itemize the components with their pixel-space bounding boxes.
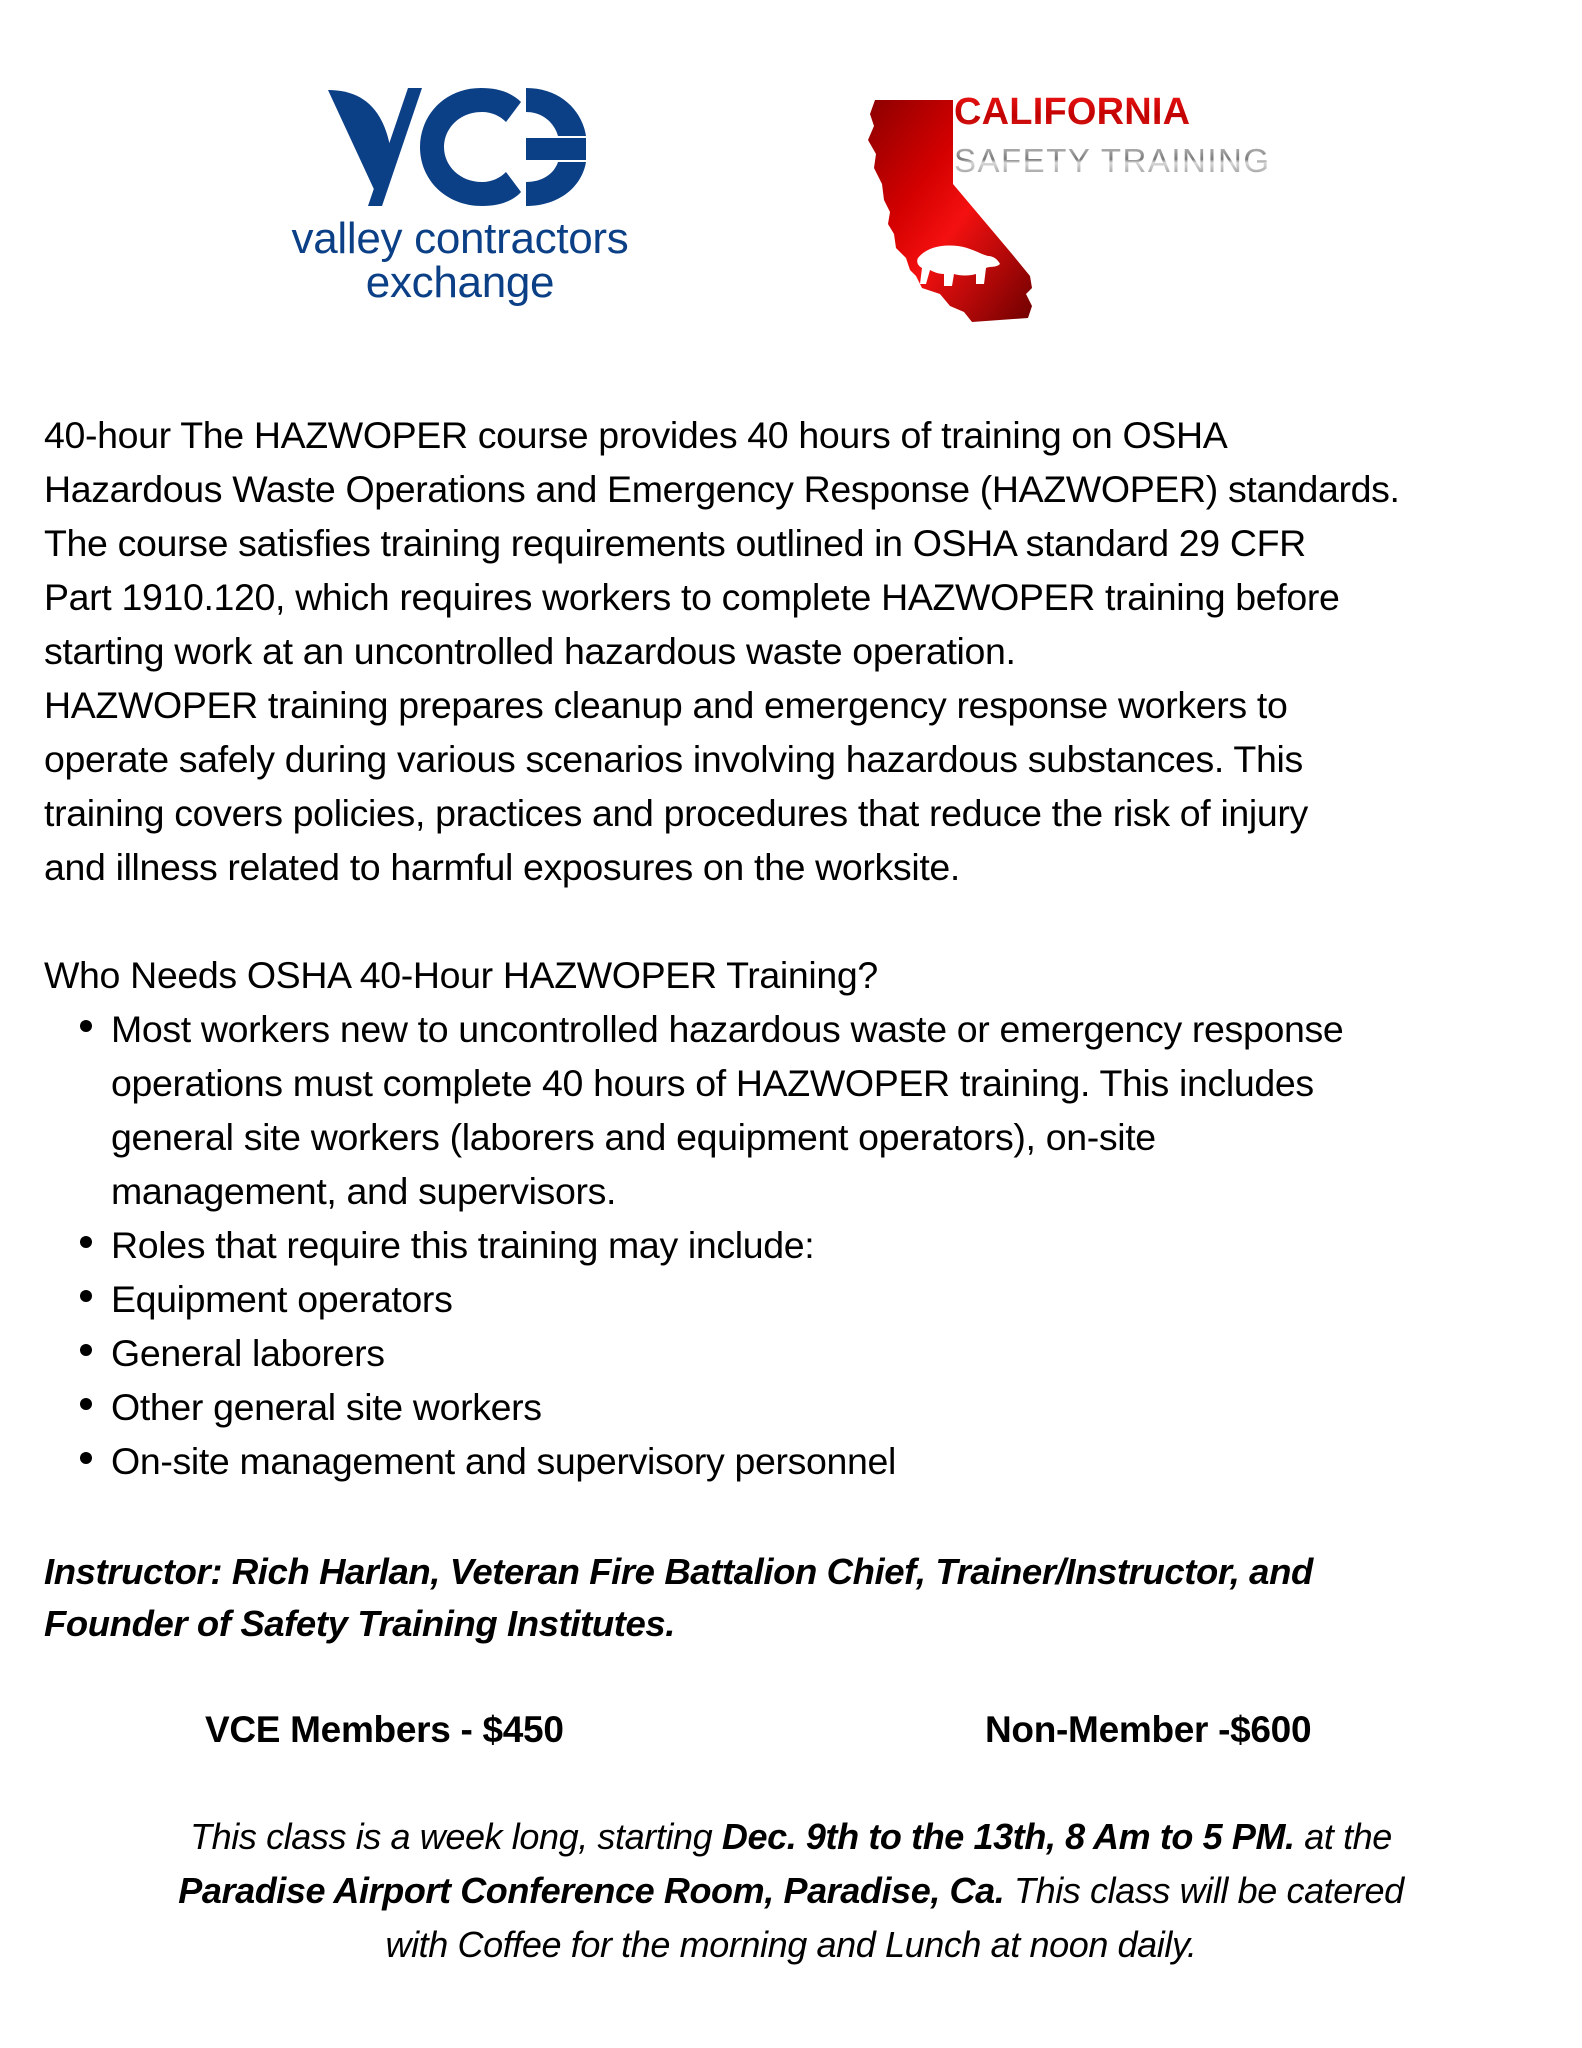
california-safety-training-subtitle: SAFETY TRAINING bbox=[954, 142, 1271, 179]
bullet-icon bbox=[80, 1290, 92, 1302]
list-item-line: Equipment operators bbox=[111, 1278, 453, 1320]
instructor-line: Instructor: Rich Harlan, Veteran Fire Battalion Chief, Trainer/Instructor, and bbox=[44, 1551, 1313, 1592]
catering-text: This class will be catered bbox=[1004, 1870, 1404, 1911]
bullet-icon bbox=[80, 1236, 92, 1248]
california-safety-training-logo bbox=[850, 88, 1290, 333]
schedule-intro-text: This class is a week long, starting bbox=[190, 1816, 722, 1857]
schedule-line-2 bbox=[0, 1864, 1582, 1918]
intro-line: HAZWOPER training prepares cleanup and emergency response workers to bbox=[44, 684, 1288, 726]
list-item-line: management, and supervisors. bbox=[111, 1170, 617, 1212]
list-item-line: general site workers (laborers and equipment operators), on-site bbox=[111, 1116, 1156, 1158]
list-item-line: Roles that require this training may include: bbox=[111, 1224, 815, 1266]
instructor-line: Founder of Safety Training Institutes. bbox=[44, 1603, 676, 1644]
schedule-at-text: at the bbox=[1294, 1816, 1392, 1857]
intro-line: operate safely during various scenarios involving hazardous substances. This bbox=[44, 738, 1303, 780]
member-price: VCE Members - $450 bbox=[205, 1709, 564, 1750]
intro-line: training covers policies, practices and procedures that reduce the risk of injury bbox=[44, 792, 1308, 834]
list-item-line: General laborers bbox=[111, 1332, 385, 1374]
intro-line: The course satisfies training requirements outlined in OSHA standard 29 CFR bbox=[44, 522, 1306, 564]
list-item-line: Most workers new to uncontrolled hazardous waste or emergency response bbox=[111, 1008, 1344, 1050]
vce-name-line-1: valley contractors bbox=[291, 214, 629, 263]
bullet-icon bbox=[80, 1452, 92, 1464]
schedule-dates: Dec. 9th to the 13th, 8 Am to 5 PM. bbox=[721, 1816, 1295, 1857]
california-safety-training-title: CALIFORNIA bbox=[954, 91, 1191, 133]
intro-line: starting work at an uncontrolled hazardous waste operation. bbox=[44, 630, 1016, 672]
list-item-line: Other general site workers bbox=[111, 1386, 542, 1428]
schedule-line-1 bbox=[0, 1810, 1582, 1864]
vce-logo bbox=[250, 80, 670, 320]
list-item-line: operations must complete 40 hours of HAZWOPER training. This includes bbox=[111, 1062, 1314, 1104]
intro-line: and illness related to harmful exposures on the worksite. bbox=[44, 846, 960, 888]
non-member-price: Non-Member -$600 bbox=[985, 1709, 1312, 1750]
vce-logo-mark bbox=[320, 86, 588, 208]
intro-line: Hazardous Waste Operations and Emergency Response (HAZWOPER) standards. bbox=[44, 468, 1400, 510]
intro-line: Part 1910.120, which requires workers to complete HAZWOPER training before bbox=[44, 576, 1340, 618]
list-item-line: On-site management and supervisory personnel bbox=[111, 1440, 897, 1482]
bullet-icon bbox=[80, 1344, 92, 1356]
vce-name-line-2: exchange bbox=[365, 258, 555, 307]
bullet-icon bbox=[80, 1020, 92, 1032]
who-needs-heading: Who Needs OSHA 40-Hour HAZWOPER Training? bbox=[44, 954, 878, 996]
schedule-location: Paradise Airport Conference Room, Paradise, Ca. bbox=[178, 1870, 1005, 1911]
intro-line: 40-hour The HAZWOPER course provides 40 hours of training on OSHA bbox=[44, 414, 1228, 456]
schedule-line-3: with Coffee for the morning and Lunch at noon daily. bbox=[385, 1924, 1197, 1965]
bullet-icon bbox=[80, 1398, 92, 1410]
